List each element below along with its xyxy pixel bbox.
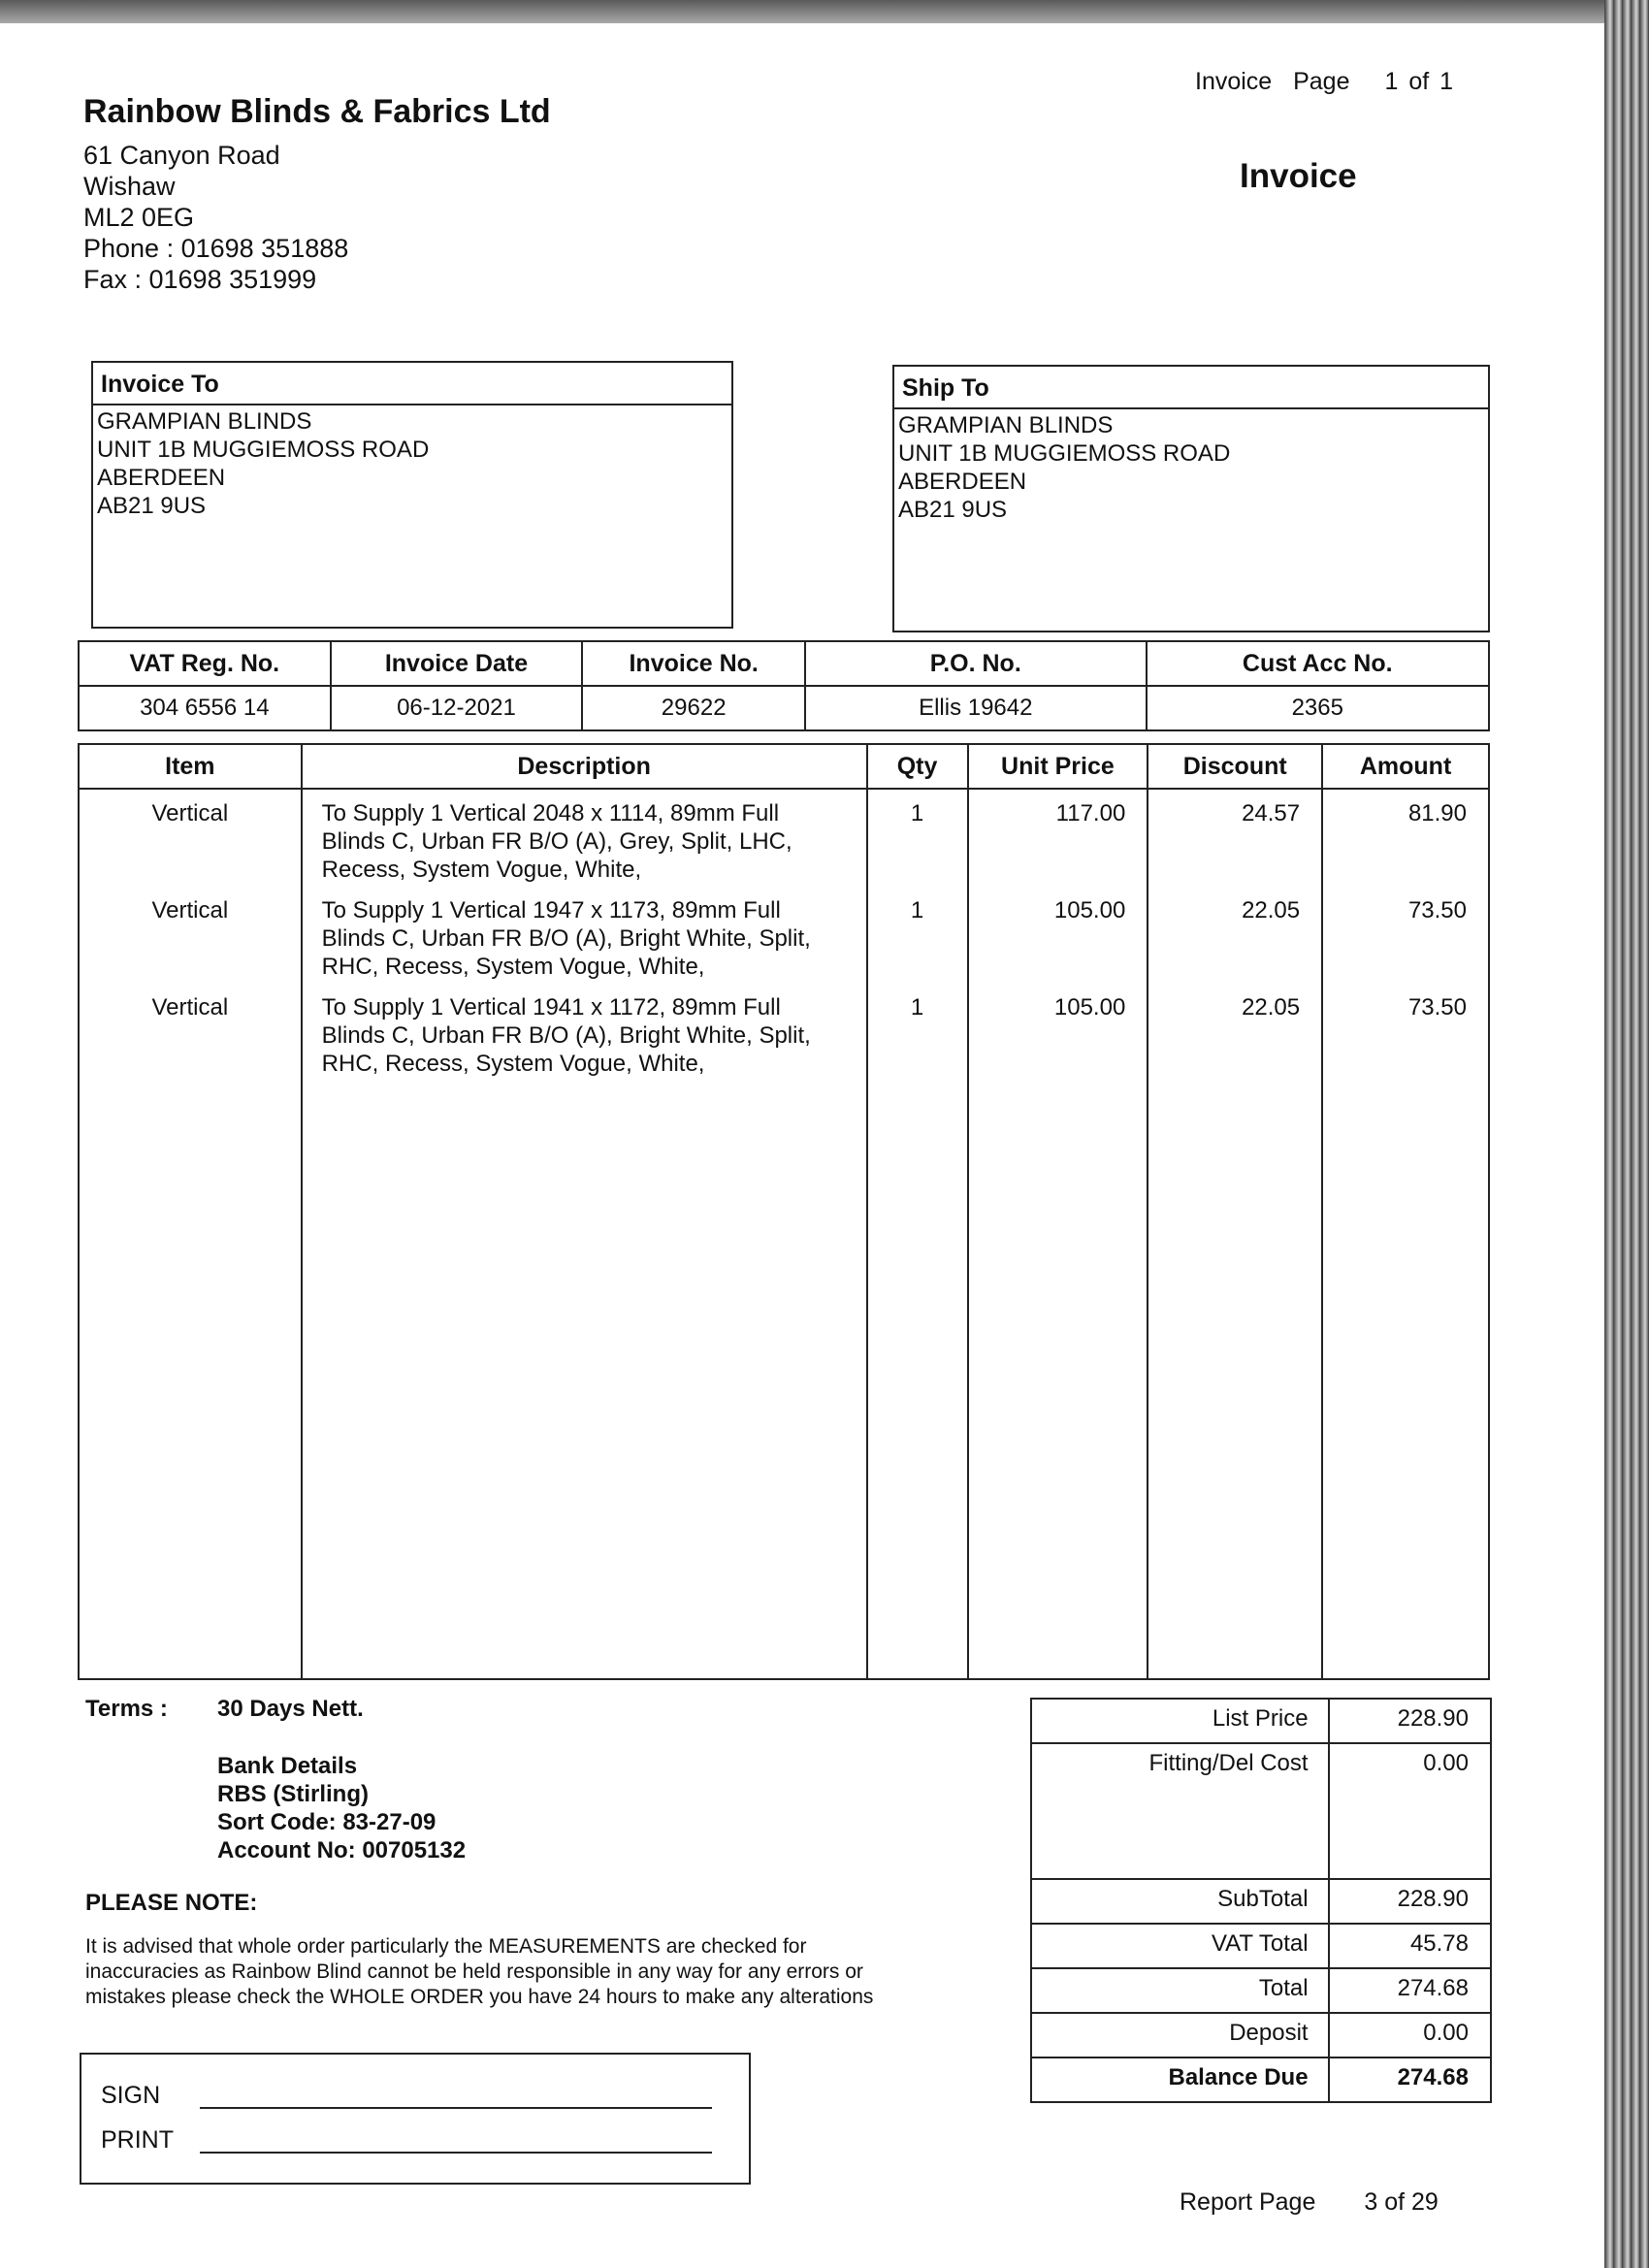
bank-details-heading: Bank Details xyxy=(217,1753,358,1779)
line-items-table xyxy=(78,743,1490,1680)
line-item-qty: 1 xyxy=(910,800,924,826)
description-line: RHC, Recess, System Vogue, White, xyxy=(321,954,705,980)
invoice-meta-table xyxy=(78,640,1490,731)
sign-label: SIGN xyxy=(101,2082,161,2109)
invoice-to-line: ABERDEEN xyxy=(97,465,226,491)
line-item-unit-price: 105.00 xyxy=(1053,994,1126,1021)
invoice-page-label: Invoice Page xyxy=(1195,68,1350,95)
print-label: PRINT xyxy=(101,2126,174,2154)
description-line: Blinds C, Urban FR B/O (A), Grey, Split, LHC, xyxy=(321,828,792,855)
list-price-value: 228.90 xyxy=(1329,1699,1491,1743)
company-name: Rainbow Blinds & Fabrics Ltd xyxy=(83,93,551,130)
line-item-description xyxy=(322,993,857,1090)
report-page-label: Report Page xyxy=(1180,2188,1316,2216)
line-item-unit-price: 117.00 xyxy=(1055,800,1126,826)
total-value: 274.68 xyxy=(1329,1968,1491,2013)
deposit-value: 0.00 xyxy=(1329,2013,1491,2057)
discount-column xyxy=(1148,789,1322,1679)
invoice-no-value: 29622 xyxy=(582,686,805,730)
invoice-date-header: Invoice Date xyxy=(331,641,583,686)
deposit-label: Deposit xyxy=(1031,2013,1329,2057)
company-address xyxy=(83,140,348,295)
vat-reg-value: 304 6556 14 xyxy=(79,686,331,730)
subtotal-value: 228.90 xyxy=(1329,1879,1491,1924)
ship-to-line: AB21 9US xyxy=(898,497,1008,523)
line-item-discount: 24.57 xyxy=(1242,800,1301,826)
cust-acc-header: Cust Acc No. xyxy=(1147,641,1489,686)
invoice-to-box xyxy=(91,361,733,629)
line-item-amount: 73.50 xyxy=(1407,897,1467,923)
ship-to-label: Ship To xyxy=(894,367,1488,409)
description-header: Description xyxy=(302,744,867,789)
address-line: ML2 0EG xyxy=(83,203,195,232)
description-line: Blinds C, Urban FR B/O (A), Bright White, Split, xyxy=(321,1022,811,1049)
qty-column xyxy=(867,789,968,1679)
description-line: To Supply 1 Vertical 2048 x 1114, 89mm Full xyxy=(321,800,780,826)
discount-header: Discount xyxy=(1148,744,1322,789)
amount-column xyxy=(1322,789,1489,1679)
fitting-value: 0.00 xyxy=(1329,1743,1491,1879)
line-item-discount: 22.05 xyxy=(1242,994,1301,1021)
totals-table xyxy=(1030,1698,1492,2103)
balance-due-label: Balance Due xyxy=(1031,2057,1329,2102)
invoice-to-line: UNIT 1B MUGGIEMOSS ROAD xyxy=(97,437,430,463)
terms-value: 30 Days Nett. xyxy=(217,1696,364,1722)
invoice-page-indicator xyxy=(1195,68,1453,96)
sort-code: Sort Code: 83-27-09 xyxy=(217,1809,436,1835)
line-item-amount: 73.50 xyxy=(1407,994,1467,1021)
ship-to-line: ABERDEEN xyxy=(898,469,1027,495)
line-item-unit-price: 105.00 xyxy=(1053,897,1126,923)
terms-label: Terms : xyxy=(85,1696,168,1722)
bank-details xyxy=(217,1752,466,1864)
ship-to-line: UNIT 1B MUGGIEMOSS ROAD xyxy=(898,440,1231,467)
amount-header: Amount xyxy=(1322,744,1489,789)
description-column xyxy=(302,789,867,1679)
report-page-value: 3 of 29 xyxy=(1364,2188,1439,2216)
cust-acc-value: 2365 xyxy=(1147,686,1489,730)
note-text xyxy=(85,1934,987,2010)
line-item-name: Vertical xyxy=(151,800,229,826)
address-line: 61 Canyon Road xyxy=(83,141,280,170)
print-line[interactable] xyxy=(200,2152,712,2154)
vat-total-label: VAT Total xyxy=(1031,1924,1329,1968)
invoice-to-line: GRAMPIAN BLINDS xyxy=(97,408,312,435)
description-line: To Supply 1 Vertical 1947 x 1173, 89mm Full xyxy=(321,897,781,923)
line-item-amount: 81.90 xyxy=(1407,800,1467,826)
description-line: Recess, System Vogue, White, xyxy=(321,857,642,883)
line-item-description xyxy=(322,799,857,896)
address-line: Wishaw xyxy=(83,172,176,201)
scan-edge-top xyxy=(0,0,1649,23)
po-no-header: P.O. No. xyxy=(805,641,1146,686)
line-item-name: Vertical xyxy=(151,897,229,923)
item-column xyxy=(79,789,302,1679)
description-line: RHC, Recess, System Vogue, White, xyxy=(321,1051,705,1077)
account-number: Account No: 00705132 xyxy=(217,1837,467,1863)
ship-to-line: GRAMPIAN BLINDS xyxy=(898,412,1114,438)
list-price-label: List Price xyxy=(1031,1699,1329,1743)
unit-price-header: Unit Price xyxy=(968,744,1148,789)
item-header: Item xyxy=(79,744,302,789)
note-line: It is advised that whole order particularly the MEASUREMENTS are checked for xyxy=(85,1935,807,1958)
phone-line: Phone : 01698 351888 xyxy=(83,234,349,263)
vat-total-value: 45.78 xyxy=(1329,1924,1491,1968)
bank-name: RBS (Stirling) xyxy=(217,1781,369,1807)
invoice-to-label: Invoice To xyxy=(93,363,731,405)
total-label: Total xyxy=(1031,1968,1329,2013)
sign-line[interactable] xyxy=(200,2107,712,2109)
po-no-value: Ellis 19642 xyxy=(805,686,1146,730)
invoice-to-line: AB21 9US xyxy=(97,493,207,519)
qty-header: Qty xyxy=(867,744,968,789)
line-item-discount: 22.05 xyxy=(1242,897,1301,923)
description-line: Blinds C, Urban FR B/O (A), Bright White, Split, xyxy=(321,925,811,952)
signature-box xyxy=(80,2053,751,2185)
ship-to-box xyxy=(892,365,1490,632)
line-item-description xyxy=(322,896,857,993)
document-title: Invoice xyxy=(1240,157,1357,195)
invoice-page-value: 1 of 1 xyxy=(1384,68,1454,95)
invoice-date-value: 06-12-2021 xyxy=(331,686,583,730)
line-item-qty: 1 xyxy=(910,897,924,923)
report-page-indicator xyxy=(1180,2188,1439,2217)
line-item-qty: 1 xyxy=(910,994,924,1021)
unit-price-column xyxy=(968,789,1148,1679)
subtotal-label: SubTotal xyxy=(1031,1879,1329,1924)
fitting-label: Fitting/Del Cost xyxy=(1031,1743,1329,1879)
note-line: mistakes please check the WHOLE ORDER you have 24 hours to make any alterations xyxy=(85,1986,874,2008)
line-item-name: Vertical xyxy=(151,994,229,1021)
vat-reg-header: VAT Reg. No. xyxy=(79,641,331,686)
note-heading: PLEASE NOTE: xyxy=(85,1890,258,1916)
note-line: inaccuracies as Rainbow Blind cannot be held responsible in any way for any errors or xyxy=(85,1960,863,1983)
invoice-no-header: Invoice No. xyxy=(582,641,805,686)
description-line: To Supply 1 Vertical 1941 x 1172, 89mm Full xyxy=(321,994,781,1021)
fax-line: Fax : 01698 351999 xyxy=(83,265,317,294)
balance-due-value: 274.68 xyxy=(1329,2057,1491,2102)
scan-edge-right xyxy=(1604,0,1649,2268)
